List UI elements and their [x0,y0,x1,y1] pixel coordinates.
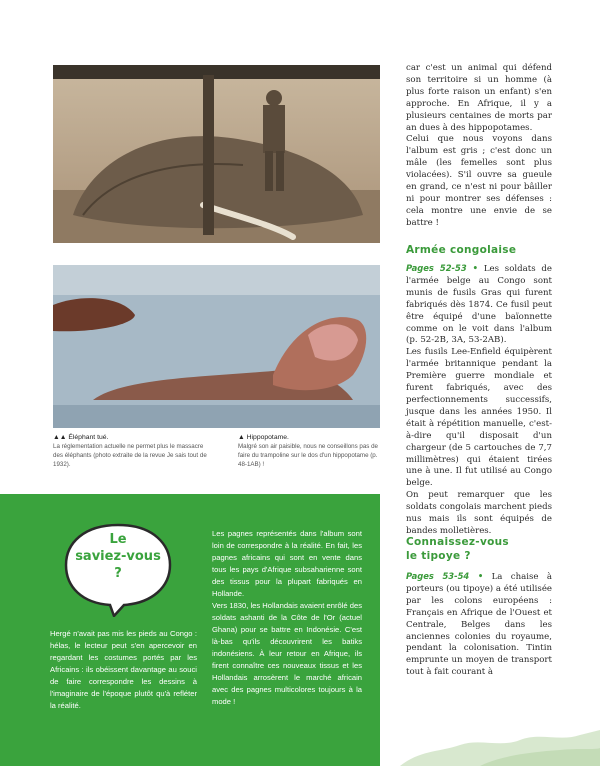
hippo-illustration [53,265,380,428]
hippo-caption-title: ▲ Hippopotame. [238,434,289,441]
section-heading-tipoye [406,535,556,563]
panel-left-text [50,628,197,712]
foliage-decoration [400,690,600,766]
elephant-caption-body: La réglementation actuelle ne permet plus le massacre des éléphants (photo extraite de la revue Je sais tout de 1932). [53,443,207,468]
elephant-photo [53,65,380,243]
armee-paragraph-2: Les fusils Lee-Enfield équipèrent l'armée britannique pendant la Première guerre mondiale et furent fabriqués, avec des perfectionnements successifs, jusque dans les années 1950. Il était à répétition manuelle, c'est-à-dire qu'il disposait d'un chargeur (de 5 cartouches de 7,7 millimètres) qui étaient tirées une à une. Il fut utilisé au Congo belge. [406,347,552,489]
elephant-caption-title: ▲▲ Éléphant tué. [53,434,109,441]
armee-paragraph-1: Les soldats de l'armée belge au Congo sont munis de fusils Gras qui furent fabriqués dès 1874. Ce fusil peut être équipé d'une baïonnette comme on le voit dans l'album (p. 52-2B, 3A, 53-2AB). [406,264,553,346]
section-armee-body [406,263,552,538]
panel-right-paragraph-2: Vers 1830, les Hollandais avaient enrôlé des soldats ashanti de la Côte de l'Or (actuel Ghana) pour se battre en Indonésie. C'est là-bas qu'ils découvrirent les batiks indonésiens. À leur retour en Afrique, ils firent connaître ces nouveaux tissus et les Hollandais arrosèrent le marché africain avec des pagnes multicolores toujours à la mode ! [212,601,362,706]
bubble-line3: ? [114,566,122,581]
tipoye-paragraph-1: La chaise à porteurs (ou tipoye) a été utilisée par les colons européens : Français en Afrique de l'Ouest et Centrale, Belges dans les anciennes colonies du royaume, pendant la colonisation. Tintin emprunte un moyen de transport tout à fait courant à [406,572,553,678]
hippo-photo [53,265,380,428]
tipoye-heading-line2: le tipoye ? [406,550,471,562]
speech-bubble [62,521,174,617]
armee-paragraph-3: On peut remarquer que les soldats congolais marchent pieds nus mais ils sont équipés de bandes molletières. [406,490,552,536]
hippo-caption-body: Malgré son air paisible, nous ne conseillons pas de faire du trampoline sur le dos d'un hippopotame (p. 48-1AB) ! [238,443,378,468]
bubble-line1: Le [109,532,127,547]
bubble-title [62,531,174,582]
elephant-caption [53,433,213,469]
intro-paragraph-2: Celui que nous voyons dans l'album est gris ; c'est donc un mâle (les femelles sont plus violacées). S'il ouvre sa gueule en grand, ce n'est ni pour bâiller ni pour montrer ses défenses : cela montre une envie de se battre ! [406,134,552,228]
tipoye-heading-line1: Connaissez-vous [406,536,509,548]
section-heading-armee: Armée congolaise [406,244,517,256]
panel-left-paragraph: Hergé n'avait pas mis les pieds au Congo : hélas, le lecteur peut s'en apercevoir en regardant les costumes portés par les Africains : ils obéissent davantage au souci de faire correspondre les dessins à l'imaginaire de l'époque plutôt qu'à refléter la réalité. [50,629,197,710]
pages-ref-53-54: Pages 53-54 • [406,571,484,581]
hippo-caption [238,433,378,469]
elephant-illustration [53,65,380,243]
pages-ref-52-53: Pages 52-53 • [406,263,479,273]
bubble-line2: saviez-vous [75,549,161,564]
right-column-intro [406,63,552,230]
intro-paragraph: car c'est un animal qui défend son territoire si un homme (à plus forte raison un enfant) s'en approche. En Afrique, il y a plusieurs centaines de morts par an dues à des hippopotames. [406,63,552,133]
panel-right-text [212,528,362,708]
panel-right-paragraph-1: Les pagnes représentés dans l'album sont loin de correspondre à la réalité. En fait, les pagnes africains qui sont en vente dans tous les pays d'Afrique subsaharienne sont des tissus pour la plupart fabriqués en Hollande. [212,529,362,598]
section-tipoye-body [406,571,552,679]
